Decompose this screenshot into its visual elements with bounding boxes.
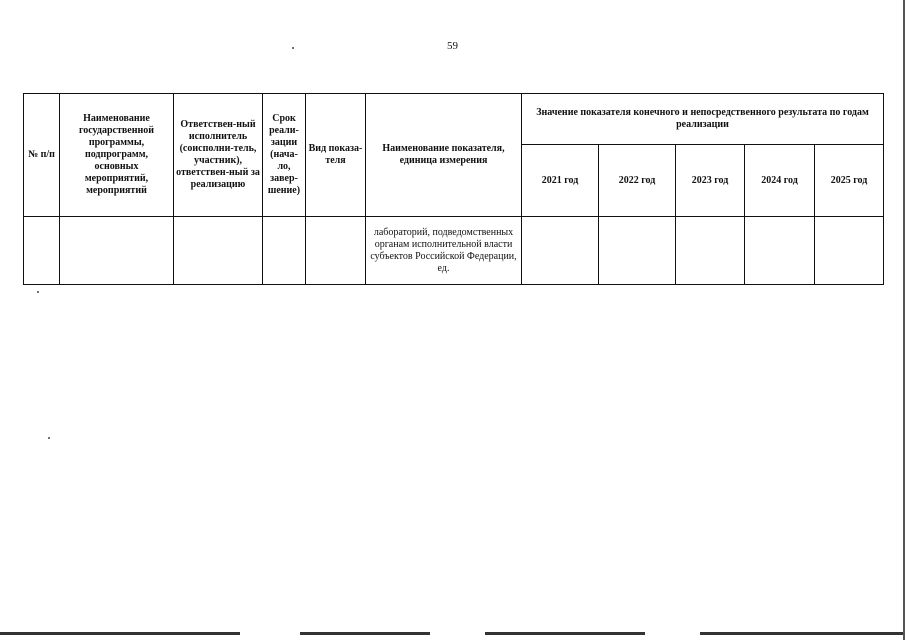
cell-value — [522, 217, 599, 285]
header-executor: Ответствен-ный исполнитель (соисполни-тель, участник), ответствен-ный за реализацию — [174, 94, 263, 217]
scan-edge-line — [700, 632, 905, 635]
cell-executor — [174, 217, 263, 285]
cell-program — [60, 217, 174, 285]
header-num: № п/п — [24, 94, 60, 217]
cell-value — [745, 217, 815, 285]
cell-num — [24, 217, 60, 285]
indicators-table — [23, 93, 884, 285]
header-program: Наименование государственной программы, подпрограмм, основных мероприятий, мероприятий — [60, 94, 174, 217]
scan-speck — [292, 47, 294, 49]
scan-edge-line — [300, 632, 430, 635]
header-year: 2023 год — [676, 145, 745, 217]
cell-term — [263, 217, 306, 285]
header-row-top — [24, 94, 884, 145]
cell-value — [599, 217, 676, 285]
cell-indicator: лабораторий, подведомственных органам исполнительной власти субъектов Российской Федерации, ед. — [366, 217, 522, 285]
page-number: 59 — [447, 40, 458, 52]
header-year: 2021 год — [522, 145, 599, 217]
scan-speck — [37, 291, 39, 293]
scan-edge-line — [485, 632, 645, 635]
cell-type — [306, 217, 366, 285]
header-values-group: Значение показателя конечного и непосредственного результата по годам реализации — [522, 94, 884, 145]
header-indicator: Наименование показателя, единица измерения — [366, 94, 522, 217]
cell-value — [815, 217, 884, 285]
header-type: Вид показа-теля — [306, 94, 366, 217]
scan-edge-line — [0, 632, 240, 635]
header-term: Срок реали-зации (нача-ло, завер-шение) — [263, 94, 306, 217]
scan-speck — [48, 437, 50, 439]
table-row — [24, 217, 884, 285]
cell-value — [676, 217, 745, 285]
header-year: 2022 год — [599, 145, 676, 217]
header-year: 2024 год — [745, 145, 815, 217]
header-year: 2025 год — [815, 145, 884, 217]
